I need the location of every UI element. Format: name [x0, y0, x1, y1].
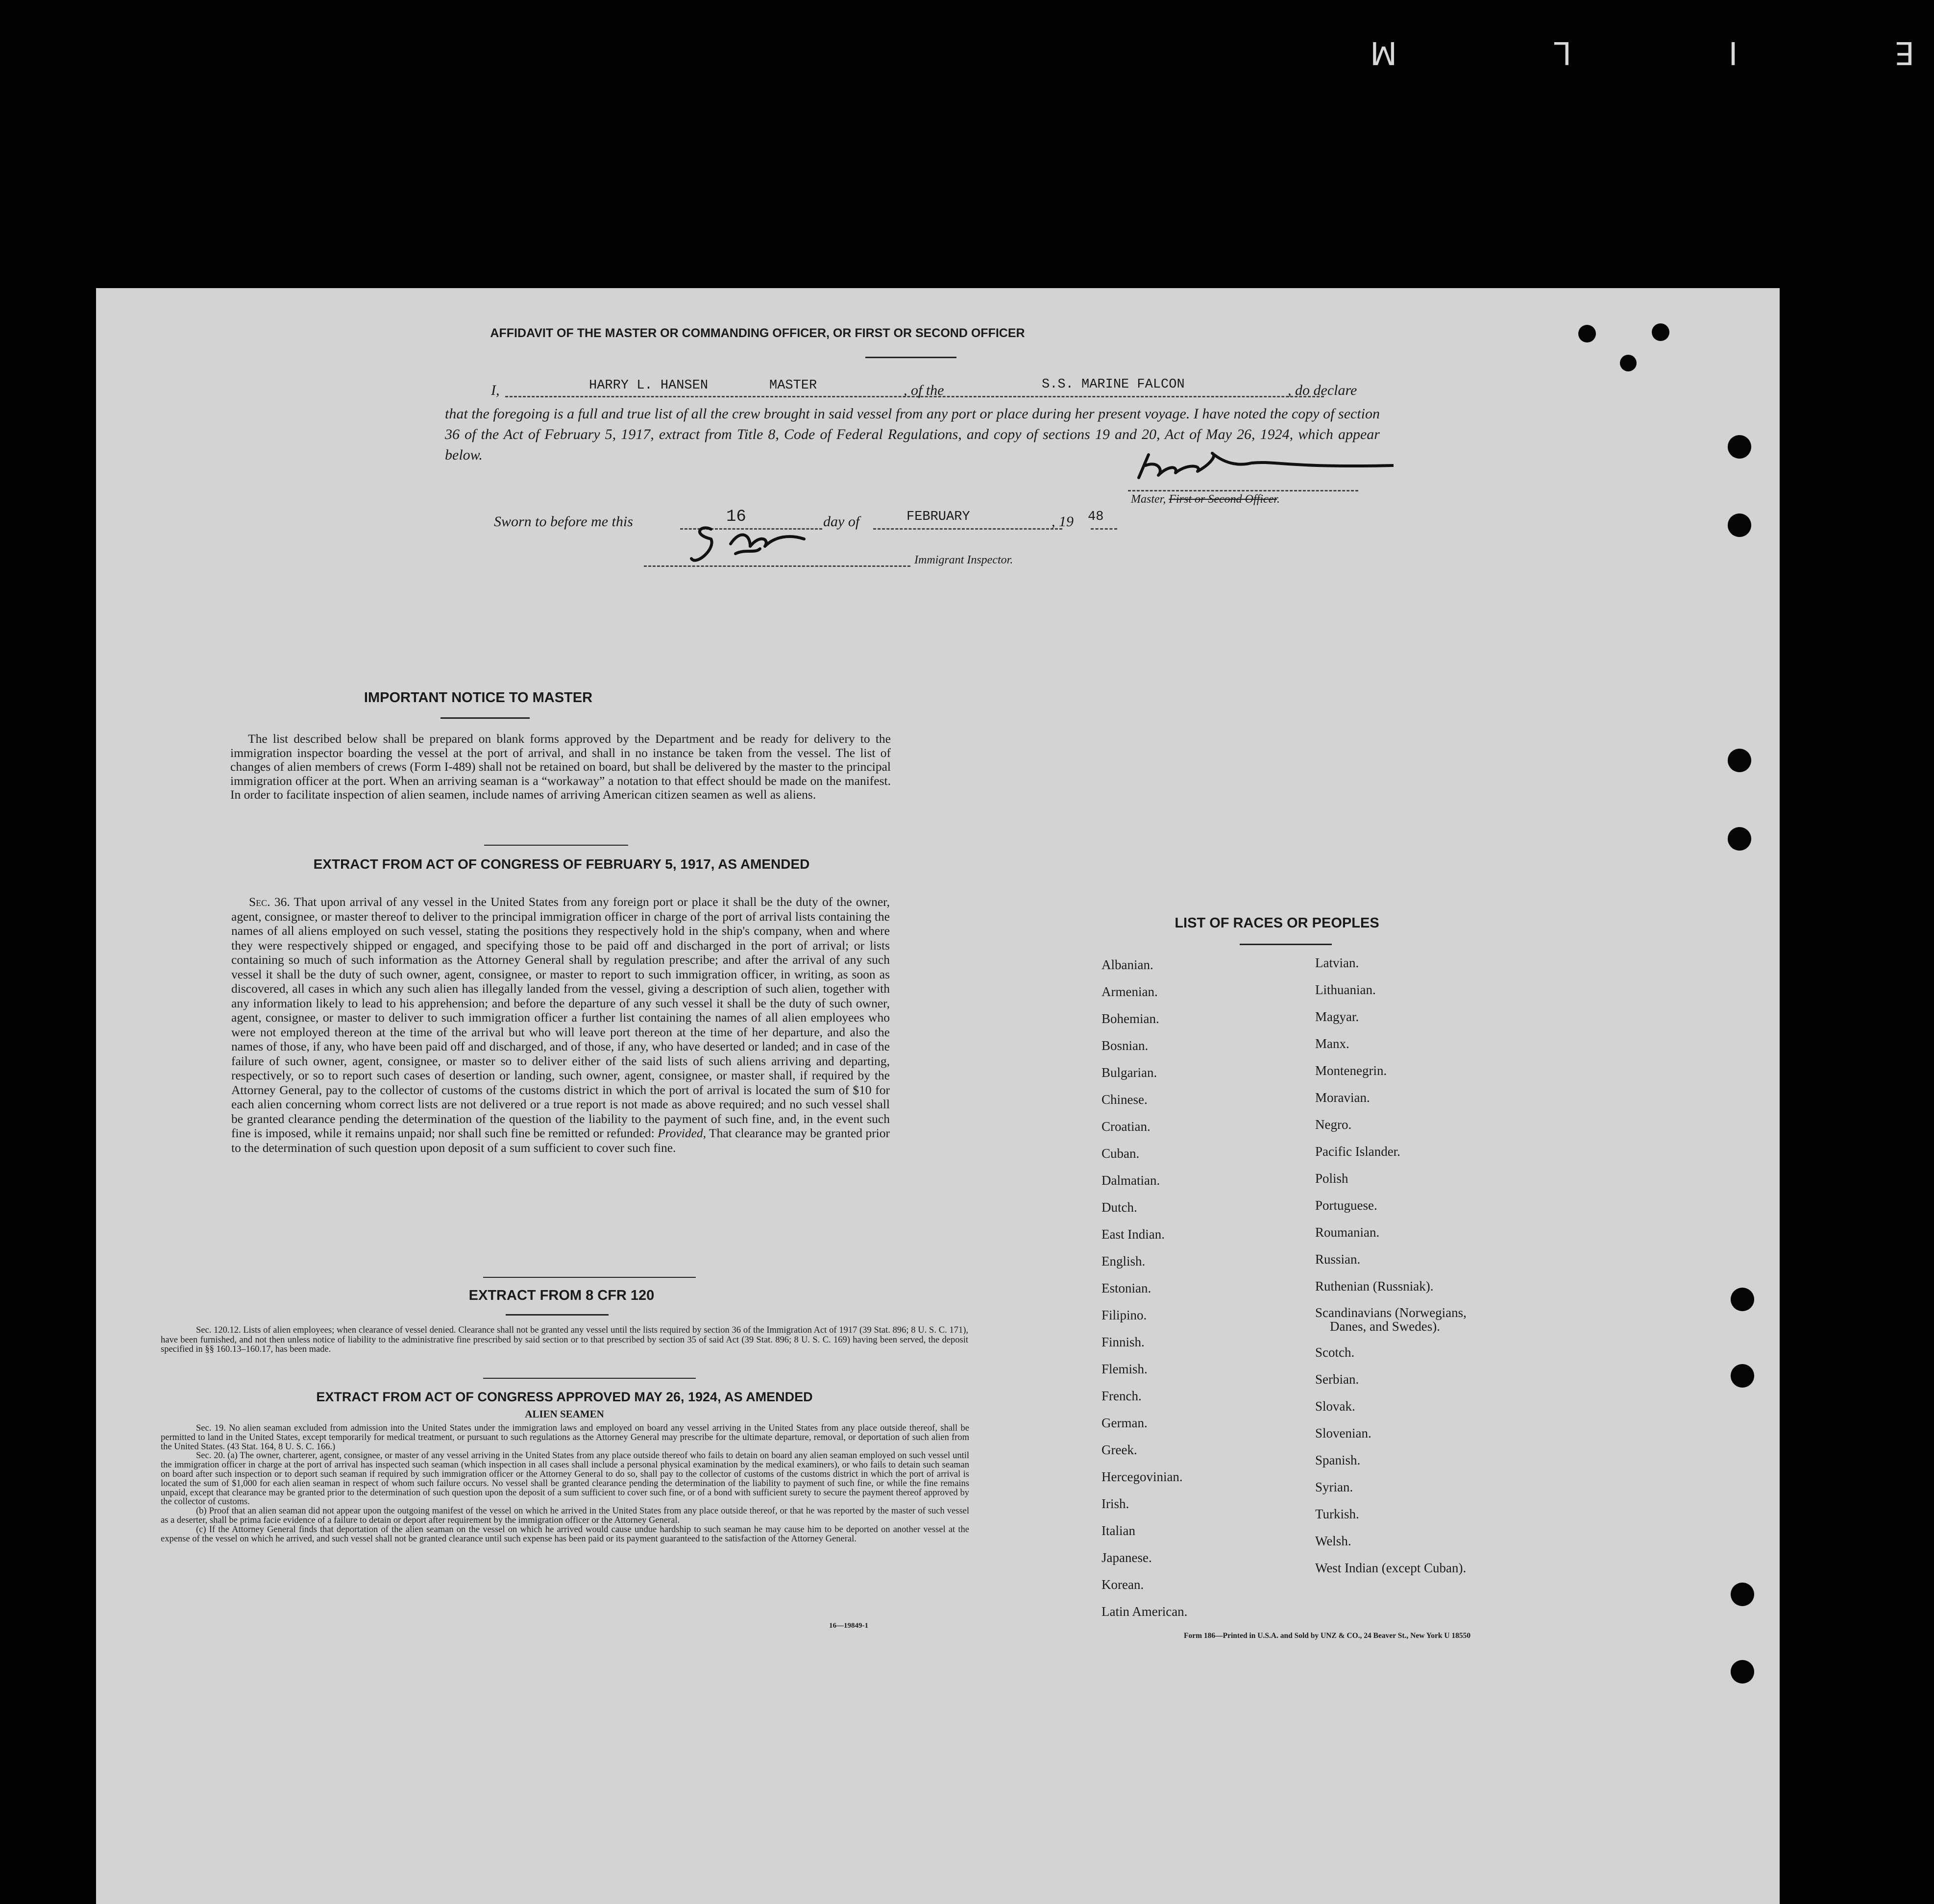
punch-hole	[1731, 1364, 1754, 1388]
race-item: Roumanian.	[1315, 1225, 1380, 1240]
master-rank: MASTER	[769, 378, 817, 393]
race-item: Bosnian.	[1102, 1038, 1149, 1053]
divider	[484, 845, 628, 846]
race-item: Albanian.	[1102, 957, 1153, 972]
race-item: Chinese.	[1102, 1092, 1148, 1107]
race-item: West Indian (except Cuban).	[1315, 1561, 1467, 1575]
race-item: Manx.	[1315, 1036, 1349, 1051]
document-page	[96, 288, 1780, 1904]
race-item: Magyar.	[1315, 1009, 1359, 1024]
race-item: Cuban.	[1102, 1146, 1140, 1161]
day-of-label: day of	[823, 513, 860, 530]
sec19-text: Sec. 19. No alien seaman excluded from admission into the United States under the immigration laws and employed on board any vessel arriving in the United States from any place outside thereof, shall be permitted to land in the United States, except temporarily for medical treatment, or pursuant to such regulations as the Attorney General may prescribe for the ultimate departure, removal, or deportation of such alien from the United States. (43 Stat. 164, 8 U. S. C. 166.)	[161, 1423, 969, 1452]
divider	[506, 1314, 609, 1316]
divider	[483, 1277, 696, 1278]
sec36-label: Sec. 36.	[249, 895, 290, 909]
divider	[865, 357, 956, 358]
race-item: Latvian.	[1315, 955, 1359, 970]
punch-hole	[1728, 435, 1751, 459]
officer-struck: First or Second Officer	[1169, 493, 1277, 506]
punch-hole	[1728, 513, 1751, 537]
races-left-column	[1102, 952, 1187, 1625]
race-item: East Indian.	[1102, 1227, 1165, 1242]
master-end: .	[1276, 493, 1280, 506]
race-item: Syrian.	[1315, 1480, 1353, 1494]
race-item: Filipino.	[1102, 1308, 1147, 1322]
master-signature-line	[1128, 490, 1358, 491]
race-item: Croatian.	[1102, 1119, 1151, 1134]
extract-1924-body	[161, 1424, 969, 1543]
race-item: Armenian.	[1102, 984, 1158, 999]
divider	[483, 1378, 696, 1379]
race-item: Pacific Islander.	[1315, 1144, 1400, 1159]
extract-1924-title: EXTRACT FROM ACT OF CONGRESS APPROVED MAY 26, 1924, AS AMENDED	[316, 1390, 813, 1404]
do-declare-label: , do declare	[1288, 382, 1357, 398]
race-item: German.	[1102, 1416, 1148, 1430]
race-item: Latin American.	[1102, 1604, 1188, 1619]
race-item: Greek.	[1102, 1442, 1137, 1457]
race-item: Welsh.	[1315, 1534, 1351, 1548]
master-title-line	[1131, 493, 1280, 506]
punch-hole	[1731, 1583, 1754, 1606]
race-item: Dutch.	[1102, 1200, 1137, 1215]
race-item: Polish	[1315, 1171, 1348, 1186]
extract-cfr-body: Sec. 120.12. Lists of alien employees; when clearance of vessel denied. Clearance shall not be granted any vessel until the lists required by section 36 of the Immigration Act of 1917 (39 Stat. 896; 8 U. S. C. 171), have been furnished, and not then unless notice of liability to the administrative fine prescribed by said section or to that prescribed by section 35 of said Act (39 Stat. 896; 8 U. S. C. 169) having been served, the deposit specified in §§ 160.13–160.17, has been made.	[161, 1325, 968, 1354]
film-frame-marks	[1297, 34, 1914, 71]
sec36-text-end: That clearance may be granted prior to the determination of such question upon deposit of a sum sufficient to cover such fine.	[231, 1126, 890, 1155]
affidavit-body: that the foregoing is a full and true list of all the crew brought in said vessel from any port or place during her present voyage. I have noted the copy of section 36 of the Act of February 5, 1917, extract from Title 8, Code of Federal Regulations, and copy of sections 19 and 20, Act of May 26, 1924, which appear below.	[445, 406, 1380, 463]
master-label: Master,	[1131, 493, 1166, 506]
form-footer: Form 186—Printed in U.S.A. and Sold by UNZ & CO., 24 Beaver St., New York U 18550	[1184, 1632, 1471, 1640]
inspector-signature	[682, 519, 819, 568]
provided-word: Provided,	[658, 1126, 707, 1140]
form-code: 16—19849-1	[829, 1622, 868, 1630]
race-item: Montenegrin.	[1315, 1063, 1387, 1078]
race-item: Slovak.	[1315, 1399, 1355, 1414]
punch-hole	[1731, 1288, 1754, 1311]
punch-hole	[1728, 749, 1751, 772]
race-item: Ruthenian (Russniak).	[1315, 1279, 1434, 1294]
race-item: Flemish.	[1102, 1362, 1148, 1376]
vessel-dotted-line	[978, 396, 1324, 397]
race-item: Finnish.	[1102, 1335, 1145, 1349]
race-item: Bulgarian.	[1102, 1065, 1157, 1080]
race-item: French.	[1102, 1389, 1142, 1403]
film-marks-text: E I L M	[1296, 34, 1914, 71]
notice-body: The list described below shall be prepared on blank forms approved by the Department and be ready for delivery to the immigration inspector boarding the vessel at the port of arrival, and shall in no instance be taken from the vessel. The list of changes of alien members of crews (Form I-489) shall not be retained on board, but shall be delivered by the master to the principal immigration officer at the port. When an arriving seaman is a “workaway” a notation to that effect should be made on the manifest. In order to facilitate inspection of alien seamen, include names of arriving American citizen seamen as well as aliens.	[230, 732, 891, 802]
race-item: Hercegovinian.	[1102, 1469, 1183, 1484]
race-item: Negro.	[1315, 1117, 1352, 1132]
punch-hole	[1620, 355, 1637, 371]
race-item: Italian	[1102, 1523, 1135, 1538]
year-dotted-line	[1091, 528, 1117, 530]
race-item: Estonian.	[1102, 1281, 1151, 1295]
extract-1917-body	[231, 895, 890, 1155]
sec36-text: That upon arrival of any vessel in the United States from any foreign port or place it shall be the duty of the owner, agent, consignee, or master thereof to deliver to the principal immigration officer in charge of the port of arrival lists containing the names of all aliens employed on such vessel, stating the positions they respectively hold in the ship's company, when and where they were respectively shipped or engaged, and specifying those to be paid off and discharged in the port of arrival; or lists containing so much of such information as the Attorney General shall by regulation prescribe; and after the arrival of any such vessel it shall be the duty of such owner, agent, consignee, or master to report to such immigration officer, in writing, as soon as discovered, all cases in which any such alien has illegally landed from the vessel, giving a description of such alien, together with any information likely to lead to his apprehension; and before the departure of any such vessel it shall be the duty of such owner, agent, consignee, or master to deliver to such immigration officer a further list containing the names of all alien employees who were not employed thereon at the time of the arrival but who will leave port thereon at the time of her departure, and also the names of those, if any, who have been paid off and discharged, and of those, if any, who have deserted or landed; and in case of the failure of such owner, agent, consignee, or master so to deliver either of the said lists of such aliens arriving and departing, respectively, or so to report such cases of desertion or landing, such owner, agent, consignee, or master shall, if required by the Attorney General, pay to the collector of customs of the customs district in which the port of arrival is located the sum of $10 for each alien concerning whom correct lists are not delivered or a true report is not made as above required; and no such vessel shall be granted clearance pending the determination of the question of the liability to the payment of such fine, and, in the event such fine is imposed, while it remains unpaid; nor shall such fine be remitted or refunded:	[231, 895, 890, 1140]
i-label: I,	[491, 382, 500, 398]
race-item: Russian.	[1315, 1252, 1361, 1267]
sworn-day: 16	[726, 508, 746, 526]
year-prefix: , 19	[1052, 513, 1074, 530]
race-item: Dalmatian.	[1102, 1173, 1160, 1188]
races-right-column	[1315, 950, 1467, 1582]
race-item: Korean.	[1102, 1577, 1144, 1592]
race-item: Moravian.	[1315, 1090, 1370, 1105]
sworn-month: FEBRUARY	[906, 510, 970, 524]
extract-cfr-title: EXTRACT FROM 8 CFR 120	[468, 1288, 655, 1303]
sworn-label: Sworn to before me this	[494, 513, 633, 530]
master-name: HARRY L. HANSEN	[589, 378, 709, 393]
races-title: LIST OF RACES OR PEOPLES	[1175, 915, 1379, 931]
divider	[1240, 944, 1332, 945]
race-item: Scotch.	[1315, 1345, 1355, 1360]
punch-hole	[1578, 325, 1596, 342]
month-dotted-line	[873, 528, 1062, 530]
race-item: Scandinavians (Norwegians,	[1315, 1305, 1467, 1320]
punch-hole	[1652, 323, 1669, 341]
race-item: Serbian.	[1315, 1372, 1359, 1387]
notice-title: IMPORTANT NOTICE TO MASTER	[364, 690, 593, 706]
race-item: Bohemian.	[1102, 1011, 1159, 1026]
punch-hole	[1731, 1660, 1754, 1684]
race-item: Portuguese.	[1315, 1198, 1377, 1213]
sworn-year: 48	[1088, 510, 1104, 524]
race-item: Irish.	[1102, 1496, 1129, 1511]
race-item: English.	[1102, 1254, 1146, 1269]
extract-1917-title: EXTRACT FROM ACT OF CONGRESS OF FEBRUARY 5, 1917, AS AMENDED	[313, 856, 810, 872]
race-item: Spanish.	[1315, 1453, 1361, 1467]
punch-hole	[1728, 827, 1751, 851]
divider	[441, 717, 530, 719]
race-item: Japanese.	[1102, 1550, 1152, 1565]
race-item: Lithuanian.	[1315, 982, 1376, 997]
vessel-name: S.S. MARINE FALCON	[1042, 377, 1185, 392]
race-item: Turkish.	[1315, 1507, 1359, 1521]
sec20b-text: (b) Proof that an alien seaman did not appear upon the outgoing manifest of the vessel on which he arrived in the United States from any place outside thereof, or that he was reported by the master of such vessel as a deserter, shall be prima facie evidence of a failure to detain or deport after requirement by the immigration officer or the Attorney General.	[161, 1506, 969, 1525]
sec20c-text: (c) If the Attorney General finds that deportation of the alien seaman on the vessel on which he arrived would cause undue hardship to such seaman he may cause him to be deported on another vessel at the expense of the vessel on which he arrived, and such vessel shall not be granted clearance until such expense has been paid or its payment guaranteed to the satisfaction of the Attorney General.	[161, 1524, 969, 1544]
race-item: Slovenian.	[1315, 1426, 1371, 1440]
affidavit-title: AFFIDAVIT OF THE MASTER OR COMMANDING OFFICER, OR FIRST OR SECOND OFFICER	[490, 326, 1025, 340]
sec20a-text: Sec. 20. (a) The owner, charterer, agent, consignee, or master of any vessel arriving in the United States from any place outside thereof who fails to detain on board any alien seaman employed on such vessel until the immigration officer in charge at the port of arrival has inspected such seaman (which inspection in all cases shall include a personal physical examination by the medical examiners), or who fails to detain such seaman on board after such inspection or to deport such seaman if required by such immigration officer or the Attorney General to do so, shall pay to the collector of customs of the customs district in which the port of arrival is located the sum of $1,000 for each alien seaman in respect of whom such failure occurs. No vessel shall be granted clearance pending the determination of the liability to payment of such fine, or while the fine remains unpaid, except that clearance may be granted prior to the determination of such question upon the deposit of a sum sufficient to cover such fine, or of a bond with sufficient surety to secure the payment thereof approved by the collector of customs.	[161, 1451, 969, 1507]
name-dotted-line	[505, 396, 1029, 397]
of-the-label: , of the	[904, 382, 944, 398]
extract-1924-subtitle: ALIEN SEAMEN	[525, 1408, 604, 1420]
master-signature	[1129, 451, 1394, 485]
inspector-dotted-line	[644, 565, 910, 567]
race-item: Danes, and Swedes).	[1330, 1319, 1440, 1334]
inspector-label: Immigrant Inspector.	[914, 554, 1013, 566]
